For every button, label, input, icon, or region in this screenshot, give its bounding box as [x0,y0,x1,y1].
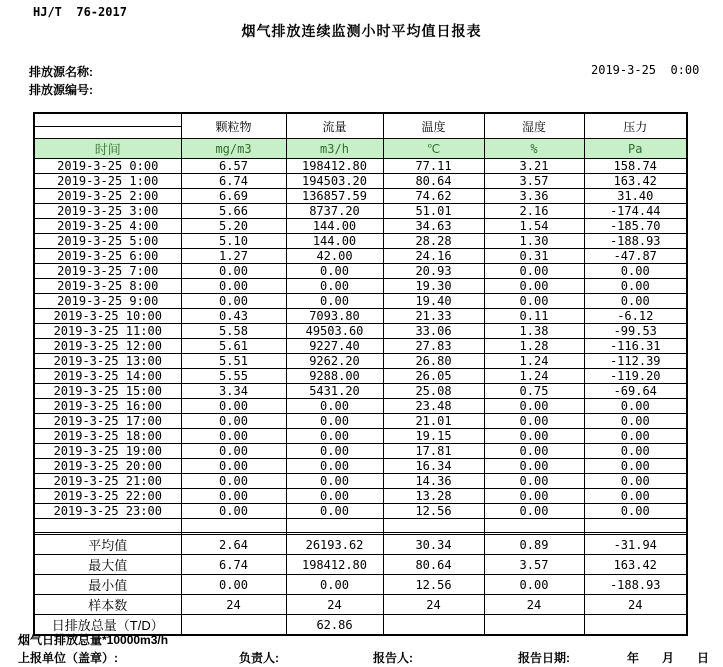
col-header-humidity: 湿度 [484,113,584,139]
row-value: 26.80 [383,354,484,369]
row-value: 3.57 [484,174,584,189]
row-value: 1.54 [484,219,584,234]
unit-pressure: Pa [584,139,687,159]
row-value: -47.87 [584,249,687,264]
row-value: 0.00 [181,459,286,474]
row-value: 34.63 [383,219,484,234]
row-value [484,615,584,636]
row-value: 158.74 [584,159,687,174]
row-value: 49503.60 [286,324,383,339]
row-value: -99.53 [584,324,687,339]
table-row [34,535,687,555]
table-row [34,159,687,174]
row-value: 6.74 [181,555,286,575]
row-value: 0.00 [181,294,286,309]
table-row [34,399,687,414]
day-label: 日 [697,651,710,665]
monitoring-table [33,112,688,636]
row-label: 2019-3-25 16:00 [34,399,181,414]
row-value: 26.05 [383,369,484,384]
col-header-pressure: 压力 [584,113,687,139]
row-value: 0.00 [286,414,383,429]
row-value: 24 [181,595,286,615]
row-value: 0.00 [484,399,584,414]
row-label: 2019-3-25 10:00 [34,309,181,324]
row-value: 0.00 [584,474,687,489]
row-value: 0.00 [484,264,584,279]
row-value: 0.00 [181,414,286,429]
row-value: -6.12 [584,309,687,324]
row-value: 5431.20 [286,384,383,399]
row-value: 21.01 [383,414,484,429]
row-value: 0.00 [286,575,383,595]
table-row [34,555,687,575]
row-value: 0.00 [181,279,286,294]
row-value: 0.00 [286,399,383,414]
table-row [34,459,687,474]
row-label: 2019-3-25 7:00 [34,264,181,279]
row-value: -31.94 [584,535,687,555]
row-value: 1.38 [484,324,584,339]
row-value: 24 [383,595,484,615]
table-row [34,489,687,504]
row-value: 0.75 [484,384,584,399]
table-row [34,369,687,384]
table-row [34,595,687,615]
row-value: 198412.80 [286,159,383,174]
row-value: 0.00 [484,429,584,444]
row-value: 0.00 [584,279,687,294]
row-value: 0.00 [584,399,687,414]
row-value: 62.86 [286,615,383,636]
row-value: 19.15 [383,429,484,444]
row-value: 0.89 [484,535,584,555]
row-value: 24 [584,595,687,615]
row-value: 26193.62 [286,535,383,555]
row-value: 6.69 [181,189,286,204]
row-label: 2019-3-25 20:00 [34,459,181,474]
row-value: 9288.00 [286,369,383,384]
row-label: 2019-3-25 19:00 [34,444,181,459]
row-label: 2019-3-25 13:00 [34,354,181,369]
source-code-label: 排放源编号: [29,83,93,97]
row-label: 平均值 [34,535,181,555]
col-header-particulate: 颗粒物 [181,113,286,139]
row-value: 0.00 [286,504,383,519]
row-value: 33.06 [383,324,484,339]
row-value: 0.00 [484,459,584,474]
table-row [34,294,687,309]
year-label: 年 [627,651,640,665]
month-label: 月 [662,651,675,665]
table-row [34,339,687,354]
row-value: 0.00 [286,264,383,279]
row-value: 163.42 [584,174,687,189]
row-value: 5.66 [181,204,286,219]
unit-particulate: mg/m3 [181,139,286,159]
row-value: 1.28 [484,339,584,354]
row-value: 5.10 [181,234,286,249]
row-value: 3.21 [484,159,584,174]
row-label: 日排放总量（T/D） [34,615,181,636]
row-label: 2019-3-25 6:00 [34,249,181,264]
row-value: 2.16 [484,204,584,219]
row-label: 2019-3-25 22:00 [34,489,181,504]
table-row [34,429,687,444]
unit-flow: m3/h [286,139,383,159]
row-value: 144.00 [286,219,383,234]
row-label: 2019-3-25 5:00 [34,234,181,249]
table-row [34,504,687,519]
row-value: 77.11 [383,159,484,174]
row-value: 0.00 [286,459,383,474]
unit-temperature: ℃ [383,139,484,159]
row-value: 7093.80 [286,309,383,324]
col-header-flow: 流量 [286,113,383,139]
row-label: 2019-3-25 23:00 [34,504,181,519]
gap-rows [34,519,687,535]
row-value: 21.33 [383,309,484,324]
row-value: 31.40 [584,189,687,204]
report-date-label: 报告日期: [518,651,570,665]
row-value: 80.64 [383,555,484,575]
row-value: 0.00 [584,294,687,309]
source-name-label: 排放源名称: [29,65,93,79]
row-value: 16.34 [383,459,484,474]
row-value: 0.00 [286,429,383,444]
row-label: 2019-3-25 17:00 [34,414,181,429]
row-value: 194503.20 [286,174,383,189]
row-value [383,615,484,636]
row-value: 0.00 [584,429,687,444]
hour-rows [34,159,687,519]
row-value: 0.43 [181,309,286,324]
row-value: 74.62 [383,189,484,204]
table-row [34,384,687,399]
table-row [34,414,687,429]
row-value: 14.36 [383,474,484,489]
table-row [34,309,687,324]
row-value: 5.61 [181,339,286,354]
row-label: 2019-3-25 12:00 [34,339,181,354]
row-label: 2019-3-25 11:00 [34,324,181,339]
row-value: 3.36 [484,189,584,204]
row-value [181,615,286,636]
row-value: -185.70 [584,219,687,234]
table-row [34,204,687,219]
table-row [34,444,687,459]
table-row [34,474,687,489]
row-value: 12.56 [383,575,484,595]
row-label: 2019-3-25 8:00 [34,279,181,294]
row-label: 2019-3-25 4:00 [34,219,181,234]
corner-cell-top [34,113,181,127]
row-label: 2019-3-25 14:00 [34,369,181,384]
row-value: 0.00 [484,504,584,519]
row-value: 0.00 [181,575,286,595]
reporter-label: 报告人: [373,651,413,665]
standard-code: HJ/T 76-2017 [33,5,127,19]
unit-humidity: % [484,139,584,159]
table-row [34,234,687,249]
row-value: 8737.20 [286,204,383,219]
row-value: 5.20 [181,219,286,234]
row-label: 2019-3-25 15:00 [34,384,181,399]
row-value: 3.57 [484,555,584,575]
table-header [34,113,687,159]
row-value: 1.24 [484,354,584,369]
row-value: 0.00 [181,399,286,414]
row-value: 9227.40 [286,339,383,354]
table-row [34,264,687,279]
row-value: 0.00 [181,444,286,459]
row-value: -188.93 [584,234,687,249]
table-row [34,249,687,264]
row-value: 24.16 [383,249,484,264]
row-value: 0.00 [484,489,584,504]
row-value: 5.58 [181,324,286,339]
row-label: 最小值 [34,575,181,595]
row-value: 1.30 [484,234,584,249]
row-value: 0.00 [286,279,383,294]
row-value: 0.00 [286,444,383,459]
table-row [34,354,687,369]
row-value: -116.31 [584,339,687,354]
row-label: 最大值 [34,555,181,575]
row-value: -119.20 [584,369,687,384]
row-value: 0.00 [484,474,584,489]
row-value: 0.00 [181,474,286,489]
row-value: 144.00 [286,234,383,249]
row-value: 5.51 [181,354,286,369]
row-value: 30.34 [383,535,484,555]
row-value: 9262.20 [286,354,383,369]
row-value: 25.08 [383,384,484,399]
table-row [34,189,687,204]
row-value: 1.27 [181,249,286,264]
row-value: 0.00 [584,459,687,474]
responsible-person-label: 负责人: [239,651,279,665]
row-value: 163.42 [584,555,687,575]
unit-row [34,139,687,159]
row-value: 27.83 [383,339,484,354]
row-value: 0.00 [584,489,687,504]
table-row [34,219,687,234]
row-value: 51.01 [383,204,484,219]
row-label: 2019-3-25 21:00 [34,474,181,489]
row-value: 24 [484,595,584,615]
page-title: 烟气排放连续监测小时平均值日报表 [241,23,482,39]
row-value: 0.00 [181,489,286,504]
row-value: 1.24 [484,369,584,384]
row-value: 0.00 [484,279,584,294]
report-datetime: 2019-3-25 0:00 [591,63,700,77]
empty-row [34,519,687,533]
row-value: 0.00 [484,414,584,429]
row-value: -188.93 [584,575,687,595]
row-value: -69.64 [584,384,687,399]
row-value: 6.74 [181,174,286,189]
row-label: 2019-3-25 3:00 [34,204,181,219]
row-value: 3.34 [181,384,286,399]
summary-rows [34,535,687,636]
table-row [34,279,687,294]
header-row-pollutants [34,113,687,127]
row-value: 0.00 [484,294,584,309]
row-label: 2019-3-25 9:00 [34,294,181,309]
row-value: 0.00 [286,294,383,309]
report-unit-label: 上报单位（盖章）: [18,651,118,665]
row-label: 2019-3-25 0:00 [34,159,181,174]
row-value: 0.31 [484,249,584,264]
row-value: 0.11 [484,309,584,324]
row-value: 0.00 [286,474,383,489]
col-header-temperature: 温度 [383,113,484,139]
row-value: -112.39 [584,354,687,369]
row-label: 2019-3-25 2:00 [34,189,181,204]
row-value: 42.00 [286,249,383,264]
row-value: 28.28 [383,234,484,249]
row-value: 24 [286,595,383,615]
row-value: 12.56 [383,504,484,519]
row-value: -174.44 [584,204,687,219]
row-value: 198412.80 [286,555,383,575]
footer-note: 烟气日排放总量*10000m3/h [18,633,169,647]
row-value: 0.00 [584,444,687,459]
row-value: 23.48 [383,399,484,414]
row-label: 2019-3-25 18:00 [34,429,181,444]
row-value: 0.00 [484,444,584,459]
row-value: 19.40 [383,294,484,309]
row-value: 80.64 [383,174,484,189]
row-value: 0.00 [584,414,687,429]
corner-cell-bottom [34,127,181,139]
time-header: 时间 [34,139,181,159]
row-value: 0.00 [286,489,383,504]
row-label: 样本数 [34,595,181,615]
row-value: 0.00 [584,504,687,519]
row-value [584,615,687,636]
row-value: 2.64 [181,535,286,555]
row-value: 0.00 [181,429,286,444]
row-value: 136857.59 [286,189,383,204]
row-value: 0.00 [584,264,687,279]
row-value: 0.00 [484,575,584,595]
row-value: 20.93 [383,264,484,279]
table-row [34,324,687,339]
table-row [34,174,687,189]
row-label: 2019-3-25 1:00 [34,174,181,189]
table-row [34,575,687,595]
row-value: 6.57 [181,159,286,174]
row-value: 0.00 [181,504,286,519]
row-value: 17.81 [383,444,484,459]
row-value: 19.30 [383,279,484,294]
row-value: 0.00 [181,264,286,279]
row-value: 13.28 [383,489,484,504]
row-value: 5.55 [181,369,286,384]
